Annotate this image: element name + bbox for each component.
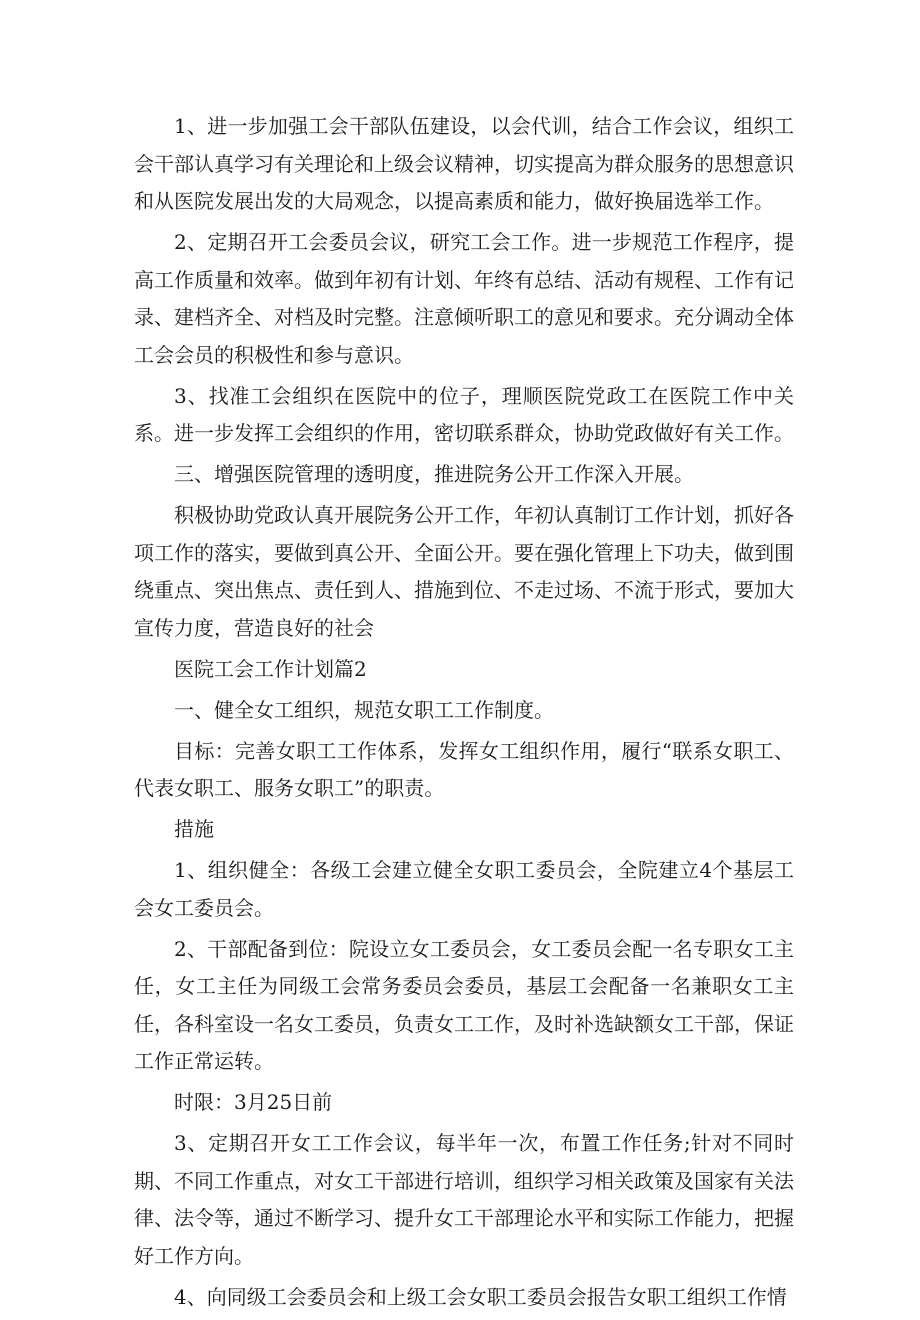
measure-2: 2、干部配备到位：院设立女工委员会，女工委员会配一名专职女工主任，女工主任为同级工会常务委员会委员，基层工会配备一名兼职女工主任，各科室设一名女工委员，负责女工工作，及时补选缺额女工干部，保证工作正常运转。: [134, 936, 794, 1073]
section-heading-1: 一、健全女工组织，规范女职工工作制度。: [174, 697, 554, 722]
deadline-label: 时限：3月25日前: [174, 1090, 333, 1114]
document-page: [134, 108, 794, 1320]
paragraph-5: 积极协助党政认真开展院务公开工作，年初认真制订工作计划，抓好各项工作的落实，要做到真公开、全面公开。要在强化管理上下功夫，做到围绕重点、突出焦点、责任到人、措施到位、不走过场、不流于形式，要加大宣传力度，营造良好的社会: [134, 503, 794, 640]
measures-label: 措施: [174, 817, 214, 841]
measure-3: 3、定期召开女工工作会议，每半年一次，布置工作任务;针对不同时期、不同工作重点，对女工干部进行培训，组织学习相关政策及国家有关法律、法令等，通过不断学习、提升女工干部理论水平和实际工作能力，把握好工作方向。: [134, 1131, 794, 1268]
chapter-title: 医院工会工作计划篇2: [174, 656, 367, 681]
paragraph-1: 1、进一步加强工会干部队伍建设，以会代训，结合工作会议，组织工会干部认真学习有关理论和上级会议精神，切实提高为群众服务的思想意识和从医院发展出发的大局观念，以提高素质和能力，做好换届选举工作。: [134, 114, 794, 213]
measure-1: 1、组织健全：各级工会建立健全女职工委员会，全院建立4个基层工会女工委员会。: [134, 858, 794, 920]
paragraph-3: 3、找准工会组织在医院中的位子，理顺医院党政工在医院工作中关系。进一步发挥工会组织的作用，密切联系群众，协助党政做好有关工作。: [134, 383, 794, 445]
paragraph-2: 2、定期召开工会委员会议，研究工会工作。进一步规范工作程序，提高工作质量和效率。做到年初有计划、年终有总结、活动有规程、工作有记录、建档齐全、对档及时完整。注意倾听职工的意见和要求。充分调动全体工会会员的积极性和参与意识。: [134, 230, 794, 367]
section-heading-3: 三、增强医院管理的透明度，推进院务公开工作深入开展。: [174, 462, 694, 486]
measure-4: 4、向同级工会委员会和上级工会女职工委员会报告女职工组织工作情: [174, 1284, 787, 1309]
goal-paragraph: 目标：完善女职工工作体系，发挥女工组织作用，履行“联系女职工、代表女职工、服务女职工”的职责。: [134, 738, 794, 800]
